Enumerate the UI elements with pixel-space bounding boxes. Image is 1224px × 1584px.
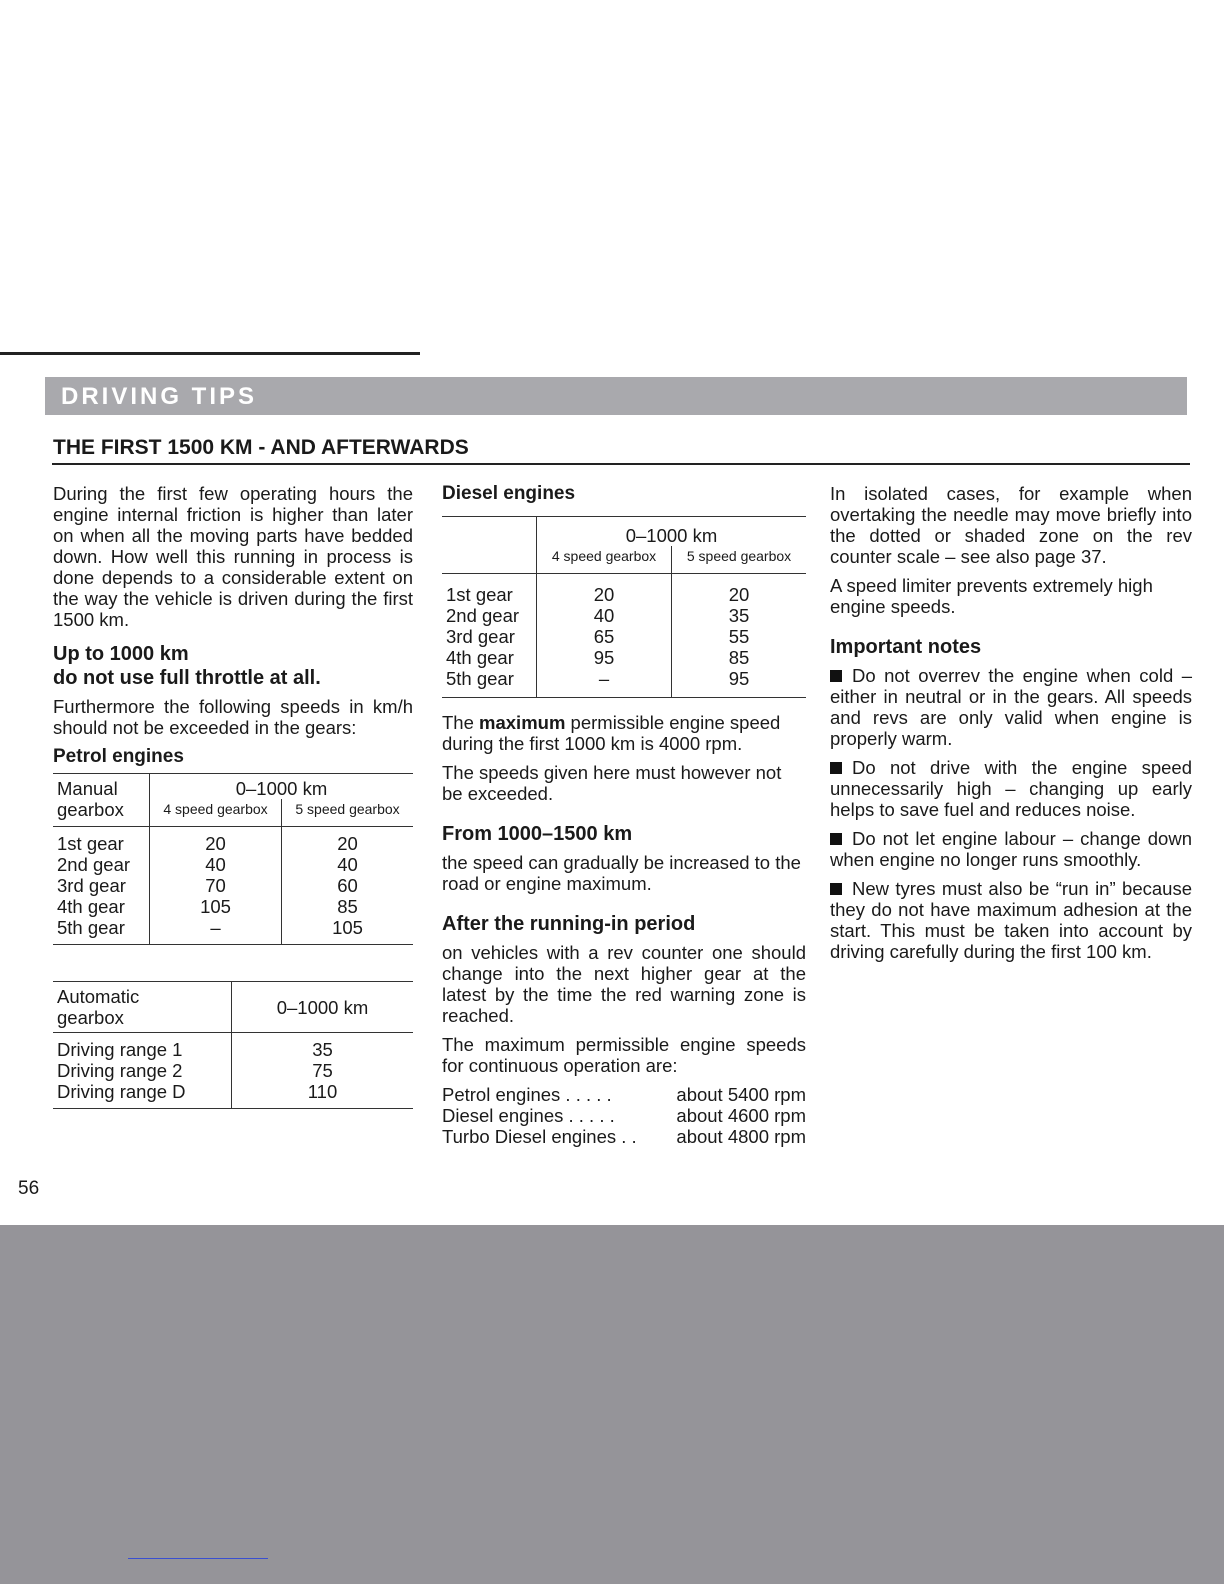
table-row <box>53 1081 413 1109</box>
gearbox-label: gearbox <box>57 1007 124 1028</box>
bullet-square-icon <box>830 670 842 682</box>
note-text: Do not overrev the engine when cold – either in neutral or in the gears. All speeds and revs are only valid when engine is properly warm. <box>830 665 1192 749</box>
engine-label: Turbo Diesel engines <box>442 1126 617 1147</box>
bullet-square-icon <box>830 883 842 895</box>
speed-value: 40 <box>282 854 413 875</box>
note-item <box>830 665 1192 749</box>
gear-label: 1st gear <box>57 833 124 854</box>
bullet-square-icon <box>830 833 842 845</box>
auto-col0-header <box>53 982 232 1033</box>
gear-label: 1st gear <box>446 584 513 605</box>
petrol-sub-4speed: 4 speed gearbox <box>150 799 282 827</box>
speed-value: 65 <box>537 626 672 647</box>
title-rule <box>52 463 1190 465</box>
speed-value: 60 <box>282 875 413 896</box>
manual-label: Manual <box>57 778 118 799</box>
gear-label: 4th gear <box>57 896 125 917</box>
heading-line-1: Up to 1000 km <box>53 643 189 665</box>
diesel-heading: Diesel engines <box>442 483 576 504</box>
petrol-heading: Petrol engines <box>53 746 184 767</box>
from-1000-paragraph: the speed can gradually be increased to the road or engine maximum. <box>442 852 801 894</box>
speed-limiter-paragraph: A speed limiter prevents extremely high engine speeds. <box>830 575 1153 617</box>
leader-dots: . . . . . <box>568 1105 615 1126</box>
after-running-in-heading: After the running-in period <box>442 913 696 935</box>
table-row <box>442 574 806 606</box>
auto-group-header: 0–1000 km <box>232 982 414 1033</box>
speed-value: 20 <box>537 574 672 606</box>
table-row <box>442 668 806 698</box>
max-bold-text: maximum <box>479 712 566 733</box>
engine-label: Diesel engines <box>442 1105 564 1126</box>
leader-dots: . . . . . <box>565 1084 612 1105</box>
gearbox-label: gearbox <box>57 799 124 820</box>
scan-artifact-line <box>128 1558 268 1559</box>
petrol-sub-5speed: 5 speed gearbox <box>282 799 413 827</box>
diesel-col0-header <box>442 517 537 574</box>
after-running-in-paragraph: on vehicles with a rev counter one should change into the next higher gear at the latest by the time the red warning zone is reached. <box>442 942 806 1026</box>
note-item <box>830 878 1192 962</box>
note-item <box>830 757 1192 820</box>
diesel-group-header: 0–1000 km <box>537 517 807 547</box>
column-right <box>830 483 1192 970</box>
list-item <box>442 1126 806 1147</box>
list-item <box>442 1105 806 1126</box>
speed-value: 40 <box>537 605 672 626</box>
petrol-group-header: 0–1000 km <box>150 774 414 800</box>
petrol-col0-header <box>53 774 150 827</box>
note-item <box>830 828 1192 870</box>
automatic-label: Automatic <box>57 986 140 1007</box>
speed-value: – <box>150 917 282 945</box>
gear-label: 2nd gear <box>446 605 520 626</box>
column-left <box>53 483 413 1123</box>
speed-value: 95 <box>672 668 806 698</box>
gear-label: 2nd gear <box>57 854 131 875</box>
diesel-sub-5speed: 5 speed gearbox <box>672 546 806 574</box>
note-text: Do not drive with the engine speed unnecessarily high – changing up early helps to save fuel and reduces noise. <box>830 757 1192 820</box>
note-text: New tyres must also be “run in” because they do not have maximum adhesion at the start. This must be taken into account by driving carefully during the first 100 km. <box>830 878 1192 962</box>
diesel-sub-4speed: 4 speed gearbox <box>537 546 672 574</box>
leader-dots: . . <box>621 1126 637 1147</box>
gear-label: 4th gear <box>446 647 514 668</box>
petrol-table <box>53 773 413 945</box>
gear-label: 5th gear <box>446 668 514 689</box>
rpm-value: about 4800 rpm <box>676 1126 806 1147</box>
rpm-value: about 5400 rpm <box>676 1084 806 1105</box>
speed-value: 55 <box>672 626 806 647</box>
from-1000-heading: From 1000–1500 km <box>442 823 633 845</box>
table-row <box>53 1033 413 1061</box>
speed-value: 35 <box>232 1033 414 1061</box>
isolated-cases-paragraph: In isolated cases, for example when overtaking the needle may move briefly into the dotted or shaded zone on the rev counter scale – see also page 37. <box>830 483 1192 567</box>
list-item <box>442 1084 806 1105</box>
diesel-table <box>442 516 806 698</box>
speed-value: 105 <box>150 896 282 917</box>
speed-value: 85 <box>672 647 806 668</box>
page-title: THE FIRST 1500 KM - AND AFTERWARDS <box>53 436 469 459</box>
up-to-1000-heading <box>53 642 413 690</box>
table-row <box>442 605 806 626</box>
speed-value: 20 <box>672 574 806 606</box>
banner-title: DRIVING TIPS <box>61 383 258 410</box>
speeds-paragraph: Furthermore the following speeds in km/h should not be exceeded in the gears: <box>53 696 413 738</box>
not-exceeded-paragraph: The speeds given here must however not be exceeded. <box>442 762 782 804</box>
page-number: 56 <box>18 1178 40 1199</box>
speed-value: 95 <box>537 647 672 668</box>
continuous-paragraph: The maximum permissible engine speeds for continuous operation are: <box>442 1034 806 1076</box>
speed-value: 20 <box>282 827 413 855</box>
table-row <box>53 827 413 855</box>
maximum-speed-paragraph <box>442 712 806 754</box>
speed-value: 70 <box>150 875 282 896</box>
speed-value: 105 <box>282 917 413 945</box>
table-row <box>53 896 413 917</box>
table-row <box>53 854 413 875</box>
column-middle <box>442 483 806 1147</box>
table-row <box>53 917 413 945</box>
gear-label: 5th gear <box>57 917 125 938</box>
rpm-value: about 4600 rpm <box>676 1105 806 1126</box>
speed-value: 85 <box>282 896 413 917</box>
speed-value: 110 <box>232 1081 414 1109</box>
max-post-text: permissible engine speed during the first 1000 km is 4000 rpm. <box>442 712 781 754</box>
range-label: Driving range 1 <box>57 1039 183 1060</box>
table-row <box>53 875 413 896</box>
automatic-table <box>53 981 413 1109</box>
top-edge-line <box>0 352 420 355</box>
speed-value: 35 <box>672 605 806 626</box>
range-label: Driving range D <box>57 1081 186 1102</box>
important-notes-heading: Important notes <box>830 636 982 658</box>
table-row <box>442 626 806 647</box>
section-banner <box>45 377 1187 415</box>
table-row <box>442 647 806 668</box>
table-row <box>53 1060 413 1081</box>
range-label: Driving range 2 <box>57 1060 183 1081</box>
max-pre-text: The <box>442 712 480 733</box>
bullet-square-icon <box>830 762 842 774</box>
speed-value: 40 <box>150 854 282 875</box>
engine-label: Petrol engines <box>442 1084 561 1105</box>
heading-line-2: do not use full throttle at all. <box>53 667 321 689</box>
gear-label: 3rd gear <box>446 626 515 647</box>
scan-background <box>0 1225 1224 1584</box>
speed-value: – <box>537 668 672 698</box>
speed-value: 75 <box>232 1060 414 1081</box>
gear-label: 3rd gear <box>57 875 126 896</box>
speed-value: 20 <box>150 827 282 855</box>
intro-paragraph: During the first few operating hours the engine internal friction is higher than later on when all the moving parts have bedded down. How well this running in process is done depends to a considerable extent on the way the vehicle is driven during the first 1500 km. <box>53 483 413 630</box>
note-text: Do not let engine labour – change down when engine no longer runs smoothly. <box>830 828 1192 870</box>
